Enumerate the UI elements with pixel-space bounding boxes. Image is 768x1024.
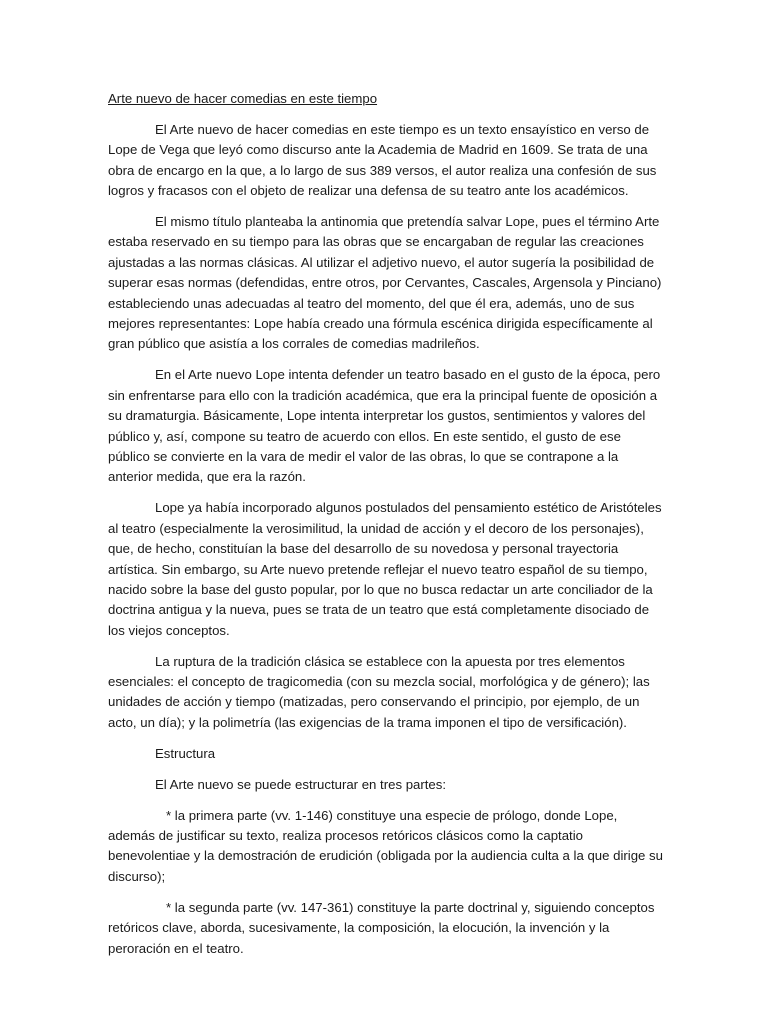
paragraph-1: El Arte nuevo de hacer comedias en este tiempo es un texto ensayístico en verso de Lope de Vega que leyó como discurso ante la Academia de Madrid en 1609. Se trata de una obra de encargo en la que, a lo largo de sus 389 versos, el autor realiza una confesión de sus logros y fracasos con el objeto de realizar una defensa de su teatro ante los académicos.	[108, 121, 657, 199]
section-intro: El Arte nuevo se puede estructurar en tres partes:	[155, 776, 447, 792]
paragraph-4: Lope ya había incorporado algunos postulados del pensamiento estético de Aristóteles al teatro (especialmente la verosimilitud, la unidad de acción y el decoro de los personajes), que, de hecho, constituían la base del desarrollo de su novedosa y personal trayectoria artística. Sin embargo, su Arte nuevo pretende reflejar el nuevo teatro español de su tiempo, nacido sobre la base del gusto popular, por lo que no busca redactar un arte conciliador de la doctrina antigua y la nueva, pues se trata de un teatro que está completamente disociado de los viejos conceptos.	[108, 500, 662, 638]
paragraph-5: La ruptura de la tradición clásica se establece con la apuesta por tres elementos esenciales: el concepto de tragicomedia (con su mezcla social, morfológica y de género); las unidades de acción y tiempo (matizadas, pero conservando el principio, por ejemplo, de un acto, un día); y la polimetría (las exigencias de la trama imponen el tipo de versificación).	[108, 653, 650, 730]
list-item-1: * la primera parte (vv. 1-146) constituye una especie de prólogo, donde Lope, además de justificar su texto, realiza procesos retóricos clásicos como la captatio benevolentiae y la demostración de erudición (obligada por la audiencia culta a la que dirige su discurso);	[108, 807, 663, 884]
paragraph-3: En el Arte nuevo Lope intenta defender un teatro basado en el gusto de la época, pero sin enfrentarse para ello con la tradición académica, que era la principal fuente de oposición a su dramaturgia. Básicamente, Lope intenta interpretar los gustos, sentimientos y valores del público y, así, compone su teatro de acuerdo con ellos. En este sentido, el gusto de ese público se convierte en la vara de medir el valor de las obras, lo que se contrapone a la anterior medida, que era la razón.	[108, 367, 661, 485]
document-title: Arte nuevo de hacer comedias en este tiempo	[108, 91, 378, 106]
section-heading: Estructura	[155, 745, 216, 761]
document-body	[108, 89, 664, 969]
list-item-2: * la segunda parte (vv. 147-361) constituye la parte doctrinal y, siguiendo conceptos retóricos clave, aborda, sucesivamente, la composición, la elocución, la invención y la peroración en el teatro.	[108, 899, 655, 956]
paragraph-2: El mismo título planteaba la antinomia que pretendía salvar Lope, pues el término Arte estaba reservado en su tiempo para las obras que se encargaban de regular las creaciones ajustadas a las normas clásicas. Al utilizar el adjetivo nuevo, el autor sugería la posibilidad de superar esas normas (defendidas, entre otros, por Cervantes, Cascales, Argensola y Pinciano) estableciendo unas adecuadas al teatro del momento, del que él era, además, uno de sus mejores representantes: Lope había creado una fórmula escénica dirigida específicamente al gran público que asistía a los corrales de comedias madrileños.	[108, 214, 662, 352]
